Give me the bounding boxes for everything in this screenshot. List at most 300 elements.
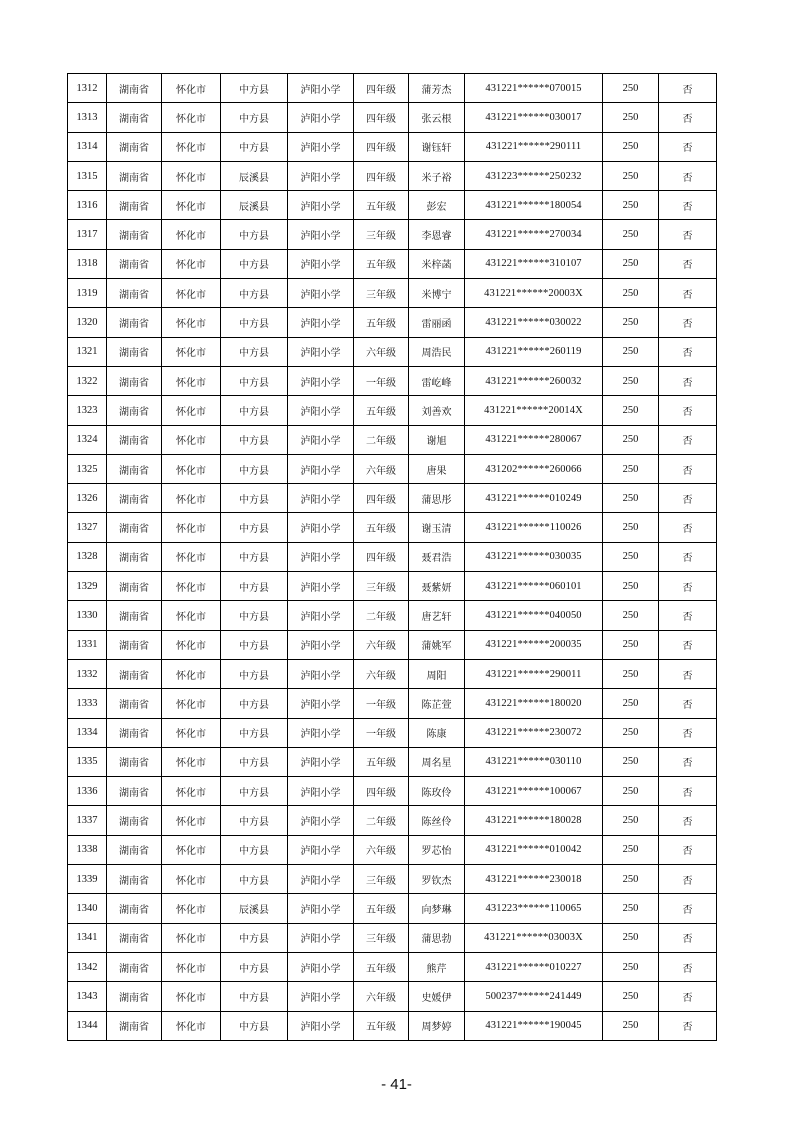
- flag-cell: 否: [659, 191, 717, 220]
- flag-cell: 否: [659, 894, 717, 923]
- school-cell: 泸阳小学: [288, 718, 354, 747]
- flag-cell: 否: [659, 747, 717, 776]
- id-number-cell: 431221******20014X: [465, 396, 603, 425]
- flag-cell: 否: [659, 659, 717, 688]
- table-row: [68, 806, 717, 835]
- county-cell: 中方县: [221, 513, 288, 542]
- table-row: [68, 718, 717, 747]
- flag-cell: 否: [659, 337, 717, 366]
- province-cell: 湖南省: [107, 513, 162, 542]
- city-cell: 怀化市: [162, 952, 221, 981]
- name-cell: 蒲姚军: [409, 630, 465, 659]
- province-cell: 湖南省: [107, 542, 162, 571]
- id-number-cell: 431221******190045: [465, 1011, 603, 1040]
- grade-cell: 五年级: [354, 747, 409, 776]
- city-cell: 怀化市: [162, 923, 221, 952]
- city-cell: 怀化市: [162, 894, 221, 923]
- county-cell: 辰溪县: [221, 894, 288, 923]
- school-cell: 泸阳小学: [288, 689, 354, 718]
- school-cell: 泸阳小学: [288, 454, 354, 483]
- name-cell: 陈玫伶: [409, 777, 465, 806]
- county-cell: 中方县: [221, 630, 288, 659]
- table-row: [68, 74, 717, 103]
- serial-number-cell: 1321: [68, 337, 107, 366]
- city-cell: 怀化市: [162, 220, 221, 249]
- student-roster-table: [67, 73, 717, 1041]
- serial-number-cell: 1328: [68, 542, 107, 571]
- id-number-cell: 431221******060101: [465, 572, 603, 601]
- amount-cell: 250: [603, 572, 659, 601]
- serial-number-cell: 1320: [68, 308, 107, 337]
- province-cell: 湖南省: [107, 337, 162, 366]
- table-row: [68, 601, 717, 630]
- grade-cell: 四年级: [354, 161, 409, 190]
- province-cell: 湖南省: [107, 191, 162, 220]
- county-cell: 中方县: [221, 923, 288, 952]
- table-row: [68, 396, 717, 425]
- id-number-cell: 431221******310107: [465, 249, 603, 278]
- name-cell: 雷丽函: [409, 308, 465, 337]
- name-cell: 陈康: [409, 718, 465, 747]
- school-cell: 泸阳小学: [288, 103, 354, 132]
- serial-number-cell: 1340: [68, 894, 107, 923]
- county-cell: 中方县: [221, 718, 288, 747]
- school-cell: 泸阳小学: [288, 952, 354, 981]
- serial-number-cell: 1325: [68, 454, 107, 483]
- city-cell: 怀化市: [162, 337, 221, 366]
- city-cell: 怀化市: [162, 747, 221, 776]
- amount-cell: 250: [603, 396, 659, 425]
- county-cell: 中方县: [221, 572, 288, 601]
- grade-cell: 六年级: [354, 630, 409, 659]
- city-cell: 怀化市: [162, 249, 221, 278]
- province-cell: 湖南省: [107, 279, 162, 308]
- grade-cell: 五年级: [354, 1011, 409, 1040]
- serial-number-cell: 1331: [68, 630, 107, 659]
- name-cell: 彭宏: [409, 191, 465, 220]
- school-cell: 泸阳小学: [288, 220, 354, 249]
- id-number-cell: 431221******200035: [465, 630, 603, 659]
- city-cell: 怀化市: [162, 572, 221, 601]
- table-row: [68, 982, 717, 1011]
- table-row: [68, 952, 717, 981]
- serial-number-cell: 1317: [68, 220, 107, 249]
- table-row: [68, 308, 717, 337]
- name-cell: 谢玉清: [409, 513, 465, 542]
- flag-cell: 否: [659, 865, 717, 894]
- id-number-cell: 431221******070015: [465, 74, 603, 103]
- name-cell: 米梓菡: [409, 249, 465, 278]
- name-cell: 陈芷萱: [409, 689, 465, 718]
- county-cell: 中方县: [221, 454, 288, 483]
- id-number-cell: 431221******180020: [465, 689, 603, 718]
- name-cell: 蒲思彤: [409, 484, 465, 513]
- serial-number-cell: 1322: [68, 366, 107, 395]
- province-cell: 湖南省: [107, 718, 162, 747]
- id-number-cell: 431221******260032: [465, 366, 603, 395]
- table-row: [68, 572, 717, 601]
- city-cell: 怀化市: [162, 777, 221, 806]
- county-cell: 中方县: [221, 982, 288, 1011]
- city-cell: 怀化市: [162, 659, 221, 688]
- province-cell: 湖南省: [107, 894, 162, 923]
- table-row: [68, 923, 717, 952]
- name-cell: 罗钦杰: [409, 865, 465, 894]
- province-cell: 湖南省: [107, 601, 162, 630]
- city-cell: 怀化市: [162, 484, 221, 513]
- province-cell: 湖南省: [107, 74, 162, 103]
- school-cell: 泸阳小学: [288, 777, 354, 806]
- city-cell: 怀化市: [162, 865, 221, 894]
- amount-cell: 250: [603, 161, 659, 190]
- school-cell: 泸阳小学: [288, 513, 354, 542]
- province-cell: 湖南省: [107, 161, 162, 190]
- amount-cell: 250: [603, 952, 659, 981]
- county-cell: 中方县: [221, 659, 288, 688]
- school-cell: 泸阳小学: [288, 542, 354, 571]
- grade-cell: 五年级: [354, 894, 409, 923]
- name-cell: 蒲思勃: [409, 923, 465, 952]
- province-cell: 湖南省: [107, 366, 162, 395]
- flag-cell: 否: [659, 484, 717, 513]
- flag-cell: 否: [659, 806, 717, 835]
- id-number-cell: 431221******010227: [465, 952, 603, 981]
- city-cell: 怀化市: [162, 308, 221, 337]
- school-cell: 泸阳小学: [288, 982, 354, 1011]
- table-row: [68, 513, 717, 542]
- flag-cell: 否: [659, 103, 717, 132]
- id-number-cell: 431221******280067: [465, 425, 603, 454]
- serial-number-cell: 1330: [68, 601, 107, 630]
- id-number-cell: 431221******030022: [465, 308, 603, 337]
- grade-cell: 三年级: [354, 572, 409, 601]
- province-cell: 湖南省: [107, 396, 162, 425]
- id-number-cell: 431223******110065: [465, 894, 603, 923]
- city-cell: 怀化市: [162, 279, 221, 308]
- county-cell: 中方县: [221, 337, 288, 366]
- school-cell: 泸阳小学: [288, 747, 354, 776]
- amount-cell: 250: [603, 366, 659, 395]
- province-cell: 湖南省: [107, 454, 162, 483]
- amount-cell: 250: [603, 308, 659, 337]
- id-number-cell: 431221******290011: [465, 659, 603, 688]
- province-cell: 湖南省: [107, 572, 162, 601]
- name-cell: 周名星: [409, 747, 465, 776]
- grade-cell: 五年级: [354, 249, 409, 278]
- amount-cell: 250: [603, 718, 659, 747]
- county-cell: 中方县: [221, 952, 288, 981]
- school-cell: 泸阳小学: [288, 894, 354, 923]
- grade-cell: 四年级: [354, 132, 409, 161]
- serial-number-cell: 1323: [68, 396, 107, 425]
- id-number-cell: 431221******270034: [465, 220, 603, 249]
- grade-cell: 二年级: [354, 601, 409, 630]
- city-cell: 怀化市: [162, 718, 221, 747]
- amount-cell: 250: [603, 865, 659, 894]
- grade-cell: 三年级: [354, 220, 409, 249]
- table-row: [68, 366, 717, 395]
- flag-cell: 否: [659, 689, 717, 718]
- school-cell: 泸阳小学: [288, 425, 354, 454]
- name-cell: 周梦婷: [409, 1011, 465, 1040]
- grade-cell: 一年级: [354, 689, 409, 718]
- serial-number-cell: 1339: [68, 865, 107, 894]
- school-cell: 泸阳小学: [288, 308, 354, 337]
- grade-cell: 四年级: [354, 74, 409, 103]
- county-cell: 中方县: [221, 74, 288, 103]
- city-cell: 怀化市: [162, 630, 221, 659]
- city-cell: 怀化市: [162, 601, 221, 630]
- grade-cell: 二年级: [354, 425, 409, 454]
- id-number-cell: 431221******030017: [465, 103, 603, 132]
- school-cell: 泸阳小学: [288, 1011, 354, 1040]
- id-number-cell: 431223******250232: [465, 161, 603, 190]
- serial-number-cell: 1338: [68, 835, 107, 864]
- flag-cell: 否: [659, 601, 717, 630]
- amount-cell: 250: [603, 74, 659, 103]
- table-row: [68, 689, 717, 718]
- city-cell: 怀化市: [162, 396, 221, 425]
- id-number-cell: 431221******230018: [465, 865, 603, 894]
- school-cell: 泸阳小学: [288, 191, 354, 220]
- province-cell: 湖南省: [107, 777, 162, 806]
- serial-number-cell: 1342: [68, 952, 107, 981]
- amount-cell: 250: [603, 747, 659, 776]
- name-cell: 周阳: [409, 659, 465, 688]
- table-row: [68, 865, 717, 894]
- amount-cell: 250: [603, 542, 659, 571]
- table-row: [68, 484, 717, 513]
- name-cell: 聂紫妍: [409, 572, 465, 601]
- flag-cell: 否: [659, 161, 717, 190]
- serial-number-cell: 1326: [68, 484, 107, 513]
- school-cell: 泸阳小学: [288, 337, 354, 366]
- city-cell: 怀化市: [162, 103, 221, 132]
- county-cell: 辰溪县: [221, 161, 288, 190]
- flag-cell: 否: [659, 366, 717, 395]
- amount-cell: 250: [603, 659, 659, 688]
- name-cell: 米博宁: [409, 279, 465, 308]
- amount-cell: 250: [603, 1011, 659, 1040]
- flag-cell: 否: [659, 425, 717, 454]
- flag-cell: 否: [659, 572, 717, 601]
- county-cell: 中方县: [221, 396, 288, 425]
- county-cell: 中方县: [221, 542, 288, 571]
- serial-number-cell: 1315: [68, 161, 107, 190]
- county-cell: 中方县: [221, 308, 288, 337]
- county-cell: 中方县: [221, 279, 288, 308]
- grade-cell: 一年级: [354, 718, 409, 747]
- table-row: [68, 103, 717, 132]
- amount-cell: 250: [603, 337, 659, 366]
- county-cell: 中方县: [221, 366, 288, 395]
- school-cell: 泸阳小学: [288, 835, 354, 864]
- table-row: [68, 894, 717, 923]
- table-row: [68, 425, 717, 454]
- serial-number-cell: 1334: [68, 718, 107, 747]
- school-cell: 泸阳小学: [288, 279, 354, 308]
- school-cell: 泸阳小学: [288, 572, 354, 601]
- table-row: [68, 161, 717, 190]
- flag-cell: 否: [659, 513, 717, 542]
- city-cell: 怀化市: [162, 132, 221, 161]
- name-cell: 谢钰轩: [409, 132, 465, 161]
- county-cell: 中方县: [221, 103, 288, 132]
- grade-cell: 五年级: [354, 513, 409, 542]
- id-number-cell: 431221******180054: [465, 191, 603, 220]
- province-cell: 湖南省: [107, 132, 162, 161]
- grade-cell: 四年级: [354, 484, 409, 513]
- id-number-cell: 431221******03003X: [465, 923, 603, 952]
- name-cell: 雷屹峰: [409, 366, 465, 395]
- amount-cell: 250: [603, 601, 659, 630]
- name-cell: 熊芹: [409, 952, 465, 981]
- grade-cell: 五年级: [354, 308, 409, 337]
- name-cell: 蒲芳杰: [409, 74, 465, 103]
- amount-cell: 250: [603, 484, 659, 513]
- province-cell: 湖南省: [107, 835, 162, 864]
- serial-number-cell: 1316: [68, 191, 107, 220]
- table-row: [68, 279, 717, 308]
- id-number-cell: 431221******290111: [465, 132, 603, 161]
- flag-cell: 否: [659, 74, 717, 103]
- serial-number-cell: 1341: [68, 923, 107, 952]
- province-cell: 湖南省: [107, 630, 162, 659]
- school-cell: 泸阳小学: [288, 74, 354, 103]
- serial-number-cell: 1327: [68, 513, 107, 542]
- school-cell: 泸阳小学: [288, 865, 354, 894]
- id-number-cell: 431221******20003X: [465, 279, 603, 308]
- county-cell: 中方县: [221, 835, 288, 864]
- table-row: [68, 542, 717, 571]
- amount-cell: 250: [603, 777, 659, 806]
- amount-cell: 250: [603, 982, 659, 1011]
- province-cell: 湖南省: [107, 865, 162, 894]
- name-cell: 张云根: [409, 103, 465, 132]
- province-cell: 湖南省: [107, 425, 162, 454]
- province-cell: 湖南省: [107, 952, 162, 981]
- amount-cell: 250: [603, 279, 659, 308]
- name-cell: 米子裕: [409, 161, 465, 190]
- amount-cell: 250: [603, 103, 659, 132]
- province-cell: 湖南省: [107, 484, 162, 513]
- table-row: [68, 337, 717, 366]
- id-number-cell: 431221******110026: [465, 513, 603, 542]
- province-cell: 湖南省: [107, 923, 162, 952]
- table-body: [68, 74, 717, 1041]
- grade-cell: 四年级: [354, 777, 409, 806]
- flag-cell: 否: [659, 982, 717, 1011]
- amount-cell: 250: [603, 191, 659, 220]
- province-cell: 湖南省: [107, 659, 162, 688]
- flag-cell: 否: [659, 279, 717, 308]
- id-number-cell: 431221******230072: [465, 718, 603, 747]
- county-cell: 中方县: [221, 249, 288, 278]
- flag-cell: 否: [659, 308, 717, 337]
- grade-cell: 三年级: [354, 279, 409, 308]
- county-cell: 中方县: [221, 806, 288, 835]
- table-row: [68, 220, 717, 249]
- table-row: [68, 747, 717, 776]
- county-cell: 中方县: [221, 1011, 288, 1040]
- grade-cell: 二年级: [354, 806, 409, 835]
- flag-cell: 否: [659, 132, 717, 161]
- name-cell: 聂君浩: [409, 542, 465, 571]
- school-cell: 泸阳小学: [288, 630, 354, 659]
- serial-number-cell: 1337: [68, 806, 107, 835]
- city-cell: 怀化市: [162, 191, 221, 220]
- amount-cell: 250: [603, 513, 659, 542]
- city-cell: 怀化市: [162, 513, 221, 542]
- amount-cell: 250: [603, 835, 659, 864]
- amount-cell: 250: [603, 425, 659, 454]
- serial-number-cell: 1333: [68, 689, 107, 718]
- id-number-cell: 431221******010249: [465, 484, 603, 513]
- grade-cell: 六年级: [354, 659, 409, 688]
- city-cell: 怀化市: [162, 454, 221, 483]
- grade-cell: 五年级: [354, 952, 409, 981]
- table-row: [68, 659, 717, 688]
- name-cell: 罗芯怡: [409, 835, 465, 864]
- grade-cell: 三年级: [354, 923, 409, 952]
- amount-cell: 250: [603, 132, 659, 161]
- serial-number-cell: 1319: [68, 279, 107, 308]
- flag-cell: 否: [659, 923, 717, 952]
- name-cell: 周浩民: [409, 337, 465, 366]
- flag-cell: 否: [659, 777, 717, 806]
- county-cell: 中方县: [221, 689, 288, 718]
- county-cell: 辰溪县: [221, 191, 288, 220]
- serial-number-cell: 1312: [68, 74, 107, 103]
- table-row: [68, 191, 717, 220]
- city-cell: 怀化市: [162, 806, 221, 835]
- grade-cell: 五年级: [354, 396, 409, 425]
- province-cell: 湖南省: [107, 249, 162, 278]
- flag-cell: 否: [659, 1011, 717, 1040]
- serial-number-cell: 1336: [68, 777, 107, 806]
- county-cell: 中方县: [221, 601, 288, 630]
- id-number-cell: 431221******030035: [465, 542, 603, 571]
- id-number-cell: 431221******010042: [465, 835, 603, 864]
- table-row: [68, 249, 717, 278]
- amount-cell: 250: [603, 630, 659, 659]
- grade-cell: 四年级: [354, 542, 409, 571]
- flag-cell: 否: [659, 542, 717, 571]
- amount-cell: 250: [603, 220, 659, 249]
- table-row: [68, 132, 717, 161]
- flag-cell: 否: [659, 396, 717, 425]
- name-cell: 李恩睿: [409, 220, 465, 249]
- table-row: [68, 835, 717, 864]
- county-cell: 中方县: [221, 484, 288, 513]
- province-cell: 湖南省: [107, 220, 162, 249]
- name-cell: 陈丝伶: [409, 806, 465, 835]
- flag-cell: 否: [659, 718, 717, 747]
- flag-cell: 否: [659, 630, 717, 659]
- school-cell: 泸阳小学: [288, 601, 354, 630]
- school-cell: 泸阳小学: [288, 132, 354, 161]
- city-cell: 怀化市: [162, 366, 221, 395]
- school-cell: 泸阳小学: [288, 161, 354, 190]
- city-cell: 怀化市: [162, 689, 221, 718]
- id-number-cell: 431221******040050: [465, 601, 603, 630]
- serial-number-cell: 1344: [68, 1011, 107, 1040]
- county-cell: 中方县: [221, 132, 288, 161]
- id-number-cell: 431221******100067: [465, 777, 603, 806]
- school-cell: 泸阳小学: [288, 923, 354, 952]
- grade-cell: 六年级: [354, 835, 409, 864]
- city-cell: 怀化市: [162, 161, 221, 190]
